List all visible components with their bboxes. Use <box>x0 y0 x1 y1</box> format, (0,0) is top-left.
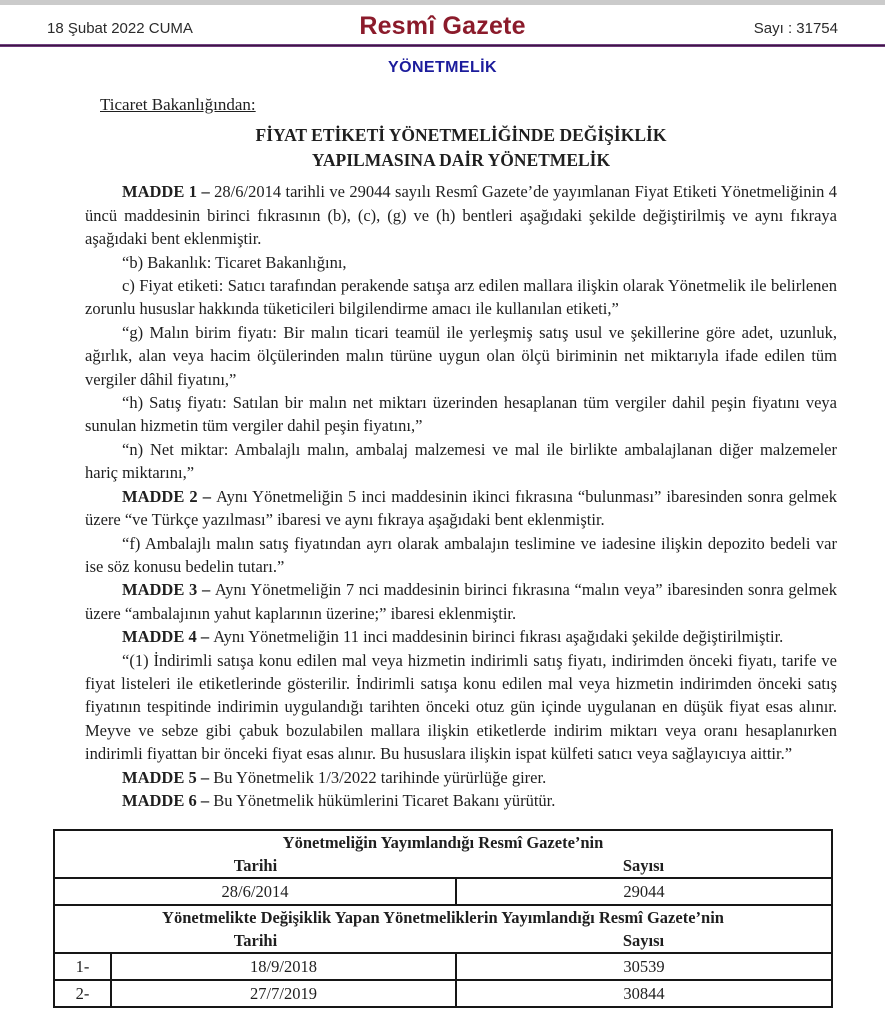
document-body <box>85 93 837 812</box>
paragraph-text: Bu Yönetmelik hükümlerini Ticaret Bakanı yürütür. <box>213 790 556 810</box>
table-section1-header-row <box>54 854 832 878</box>
paragraph-madde-3 <box>85 578 837 625</box>
paragraph-text: “f) Ambalajlı malın satış fiyatından ayrı olarak ambalajın teslimine ve iadesine ilişkin depozito bedeli var ise söz konusu bedelin tutarı.” <box>85 533 837 576</box>
table-row <box>54 953 832 980</box>
gazette-title: Resmî Gazete <box>359 12 526 40</box>
column-header-sayisi: Sayısı <box>456 929 832 953</box>
paragraph-text: Bu Yönetmelik 1/3/2022 tarihinde yürürlüğe girer. <box>213 767 547 787</box>
regulation-title-line-1: FİYAT ETİKETİ YÖNETMELİĞİNDE DEĞİŞİKLİK <box>255 125 667 146</box>
regulation-title <box>85 123 837 173</box>
madde-6-label: MADDE 6 – <box>122 790 214 810</box>
regulation-title-line-2: YAPILMASINA DAİR YÖNETMELİK <box>311 150 611 171</box>
paragraph-bent-c <box>85 274 837 321</box>
paragraph-madde-4 <box>85 625 837 648</box>
table-cell-date: 27/7/2019 <box>111 980 456 1007</box>
gazette-issue-number: Sayı : 31754 <box>753 20 838 37</box>
table-cell-issue: 30539 <box>456 953 832 980</box>
paragraph-text: “n) Net miktar: Ambalajlı malın, ambalaj malzemesi ve mal ile birlikte ambalajlanan diğer malzemeler hariç miktarını,” <box>85 439 837 483</box>
table-section1-title: Yönetmeliğin Yayımlandığı Resmî Gazete’nin <box>282 833 604 853</box>
column-header-tarihi: Tarihi <box>54 854 456 878</box>
table-cell-date: 18/9/2018 <box>111 953 456 980</box>
madde-3-label: MADDE 3 – <box>122 580 215 600</box>
paragraph-text: “(1) İndirimli satışa konu edilen mal veya hizmetin indirimli satış fiyatı, indirimden önceki fiyatı, tarife ve fiyat listeleri ile etiketlerinde gösterilir. İndirimli satışa konu edilen mal veya hizmetin indirimden önceki satış fiyatının tespitinde indirimin uygulandığı tarihten önceki otuz gün içinde uygulanan en düşük fiyat esas alınır. Meyve ve sebze gibi çabuk bozulabilen mallara ilişkin etiketlerde indirim miktarı veya oranı hesaplanırken indirimli fiyattan bir önceki fiyat esas alınır. Bu hususlara ilişkin ispat külfeti satıcı veya sağlayıcıya aittir.” <box>85 650 837 764</box>
madde-1-label: MADDE 1 – <box>122 182 215 202</box>
paragraph-madde-5 <box>85 766 837 789</box>
table-section2-title: Yönetmelikte Değişiklik Yapan Yönetmeliklerin Yayımlandığı Resmî Gazete’nin <box>162 908 724 928</box>
column-header-tarihi: Tarihi <box>54 929 456 953</box>
paragraph-bent-b <box>85 251 837 274</box>
paragraph-fikra-1 <box>85 649 837 766</box>
column-header-sayisi: Sayısı <box>456 854 832 878</box>
table-cell-date: 28/6/2014 <box>54 878 456 905</box>
table-row <box>54 878 832 905</box>
paragraph-text: Aynı Yönetmeliğin 5 inci maddesinin ikinci fıkrasına “bulunması” ibaresinden sonra gelmek üzere “ve Türkçe yazılması” ibaresi ve aynı fıkraya aşağıdaki bent eklenmiştir. <box>85 486 838 530</box>
masthead-divider <box>0 44 885 47</box>
paragraph-bent-n <box>85 438 837 485</box>
table-cell-issue: 30844 <box>456 980 832 1007</box>
document-kind-label: YÖNETMELİK <box>388 59 497 76</box>
paragraph-text: Aynı Yönetmeliğin 11 inci maddesinin birinci fıkrası aşağıdaki şekilde değiştirilmiştir. <box>213 627 784 647</box>
paragraph-text: 28/6/2014 tarihli ve 29044 sayılı Resmî Gazete’de yayımlanan Fiyat Etiketi Yönetmeliğinin 4 üncü maddesinin birinci fıkrasının (b), (c), (g) ve (h) bentleri aşağıdaki şekilde değiştirilmiş ve aynı fıkraya aşağıdaki bent eklenmiştir. <box>85 182 838 249</box>
paragraph-bent-f <box>85 532 837 579</box>
paragraph-text: Aynı Yönetmeliğin 7 nci maddesinin birinci fıkrasına “malın veya” ibaresinden sonra gelmek üzere “ambalajının yahut kaplarının üzerine;” ibaresi eklenmiştir. <box>85 580 837 623</box>
madde-2-label: MADDE 2 – <box>122 486 217 506</box>
madde-5-label: MADDE 5 – <box>122 767 214 787</box>
paragraph-bent-h <box>85 391 837 438</box>
table-section2-title-row <box>54 905 832 929</box>
paragraph-text: “b) Bakanlık: Ticaret Bakanlığını, <box>122 252 347 272</box>
table-cell-issue: 29044 <box>456 878 832 905</box>
paragraph-madde-2 <box>85 485 837 532</box>
table-cell-index: 2- <box>75 984 90 1004</box>
ministry-line: Ticaret Bakanlığından: <box>100 95 256 114</box>
paragraph-text: “g) Malın birim fiyatı: Bir malın ticari teamül ile yerleşmiş satış usul ve şekillerine göre adet, uzunluk, ağırlık, alan veya hacim ölçülerinden malın türüne uygun olan ölçü biriminin net miktarıyla ifade edilen tüm vergiler dâhil fiyatını,” <box>85 322 837 389</box>
madde-4-label: MADDE 4 – <box>122 627 214 647</box>
masthead <box>47 5 838 41</box>
publication-table <box>53 829 833 1008</box>
gazette-date: 18 Şubat 2022 CUMA <box>47 20 193 37</box>
paragraph-text: “h) Satış fiyatı: Satılan bir malın net miktarı üzerinden hesaplanan tüm vergiler dahil peşin fiyatını veya sunulan hizmetin tüm vergiler dahil peşin fiyatını,” <box>85 393 837 436</box>
paragraph-bent-g <box>85 321 837 391</box>
table-section1-title-row <box>54 830 832 854</box>
paragraph-madde-1 <box>85 180 837 250</box>
paragraph-madde-6 <box>85 789 837 812</box>
table-section2-header-row <box>54 929 832 953</box>
table-row <box>54 980 832 1007</box>
paragraph-text: c) Fiyat etiketi: Satıcı tarafından perakende satışa arz edilen mallara ilişkin olarak Yönetmelik ile belirlenen zorunlu hususlar hakkında tüketicileri bilgilendirme amacı ile kullanılan etiketi,” <box>85 276 837 319</box>
table-cell-index: 1- <box>54 953 111 980</box>
